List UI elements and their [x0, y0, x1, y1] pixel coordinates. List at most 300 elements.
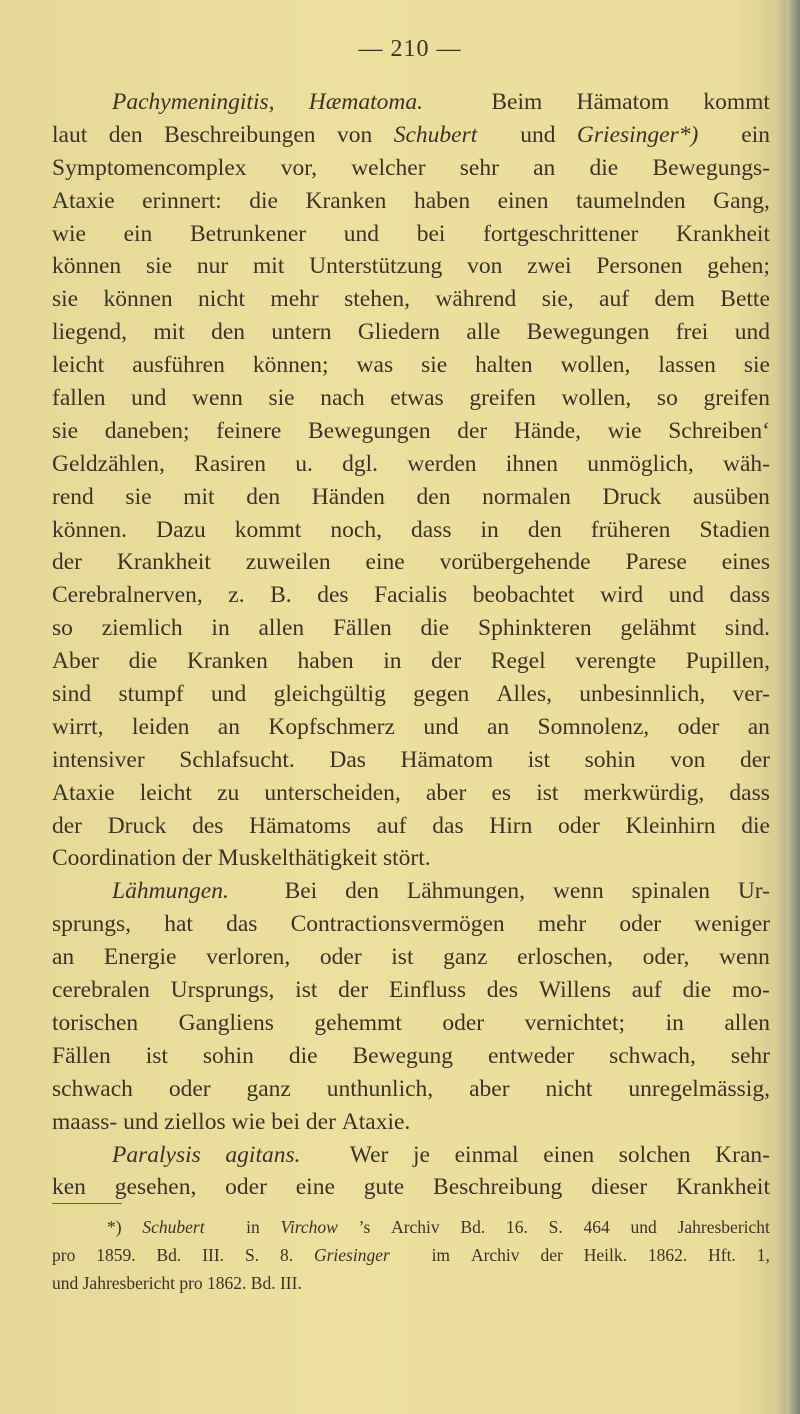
body-line — [52, 1040, 770, 1073]
word: wäh- — [722, 450, 770, 477]
body-line — [52, 645, 770, 678]
word: feinere — [216, 417, 282, 444]
word: daneben; — [104, 417, 190, 444]
word: der — [338, 977, 369, 1004]
body-line — [52, 448, 770, 481]
word: sehr — [730, 1042, 770, 1069]
word: einmal — [454, 1141, 519, 1168]
word: ist — [391, 944, 414, 971]
word: Gang, — [713, 187, 770, 214]
word: in — [665, 1009, 684, 1036]
word: halten — [475, 352, 533, 379]
word: Bette — [720, 286, 770, 313]
word: Gangliens — [178, 1009, 274, 1036]
word: einen — [497, 187, 549, 214]
body-line — [52, 1171, 770, 1204]
body-line — [52, 382, 770, 415]
word: oder — [558, 812, 600, 839]
word: und — [734, 319, 770, 346]
word: sie — [125, 483, 152, 510]
word: alle — [466, 319, 501, 346]
word: mehr — [537, 911, 587, 938]
body-line — [52, 1007, 770, 1040]
word: eines — [721, 549, 770, 576]
word: vorübergehende — [439, 549, 591, 576]
word: rend — [52, 483, 94, 510]
word: die — [682, 977, 712, 1004]
word: Energie — [103, 944, 177, 971]
italic-word: agitans. — [225, 1141, 301, 1168]
word: Wer — [349, 1141, 389, 1168]
word: Kranken — [186, 648, 268, 675]
word: bei — [271, 1108, 306, 1135]
word: 16. — [506, 1217, 528, 1237]
word: gegen — [413, 681, 470, 708]
word: wenn — [552, 878, 604, 905]
page-number: — 210 — — [358, 36, 462, 62]
body-line — [52, 218, 770, 251]
word: oder, — [642, 944, 690, 971]
word: ken — [52, 1174, 86, 1201]
word: erinnert: — [142, 187, 222, 214]
word: die — [589, 154, 619, 181]
body-line — [52, 546, 770, 579]
word: im — [431, 1245, 451, 1265]
word: leicht — [52, 352, 105, 379]
word: von — [670, 746, 706, 773]
word: kommt — [703, 89, 770, 115]
word: zuweilen — [245, 549, 331, 576]
word: und — [131, 385, 167, 412]
word: wird — [600, 582, 644, 609]
word: wie — [607, 417, 642, 444]
word: dieser — [591, 1174, 648, 1201]
word: weniger — [694, 911, 770, 938]
word: wenn — [719, 944, 770, 971]
word: Beim — [491, 89, 543, 115]
word: merkwürdig, — [583, 779, 705, 806]
word: von — [467, 253, 503, 280]
word: *) — [107, 1217, 122, 1237]
word: Ur- — [737, 878, 770, 905]
italic-word: Griesinger — [313, 1245, 390, 1265]
word: in — [480, 516, 499, 543]
word: früheren — [590, 516, 671, 543]
word: maass- — [52, 1108, 124, 1135]
word: III. — [202, 1245, 225, 1265]
word: Krankheit — [676, 220, 770, 247]
word: sind. — [724, 615, 770, 642]
word: dass — [729, 582, 770, 609]
word: dass — [411, 516, 452, 543]
word: ganz — [246, 1075, 291, 1102]
italic-word: Schubert — [142, 1217, 205, 1237]
body-line — [52, 185, 770, 218]
italic-word: Lähmungen. — [112, 878, 229, 905]
word: ein — [123, 220, 153, 247]
word: Pupillen, — [685, 648, 770, 675]
word: Hft. — [708, 1245, 736, 1265]
word: greifen — [469, 385, 536, 412]
word: Ataxie. — [341, 1108, 411, 1135]
word: ziemlich — [101, 615, 183, 642]
body-line — [52, 119, 770, 152]
word: und — [630, 1217, 657, 1237]
word: Muskelthätigkeit — [217, 845, 383, 872]
word: sie — [145, 253, 173, 280]
footnote-line — [52, 1213, 770, 1241]
word: der — [181, 845, 218, 872]
word: Beschreibungen — [164, 121, 316, 148]
word: entweder — [487, 1042, 575, 1069]
word: an — [486, 713, 510, 740]
word: Ursprungs, — [170, 977, 275, 1004]
word: Lähmungen, — [406, 878, 525, 905]
word: Facialis — [374, 582, 448, 609]
body-line — [52, 1073, 770, 1106]
word: mit — [253, 253, 285, 280]
word: oder — [168, 1075, 211, 1102]
word: B. — [270, 582, 292, 609]
word: dass — [729, 779, 770, 806]
word: Geldzählen, — [52, 450, 165, 477]
word: 464 — [583, 1217, 610, 1237]
word: stört. — [382, 845, 431, 872]
word: leiden — [131, 713, 190, 740]
word: gelähmt — [620, 615, 697, 642]
word: Hämatom — [400, 746, 494, 773]
word: wie — [231, 1108, 272, 1135]
italic-word: Hæmatoma. — [308, 89, 423, 115]
footnote-line — [52, 1269, 770, 1297]
body-line — [52, 415, 770, 448]
body-line — [52, 579, 770, 612]
word: je — [413, 1141, 430, 1168]
word: ist — [145, 1042, 168, 1069]
word: Das — [329, 746, 366, 773]
word: aber — [469, 1075, 510, 1102]
word: die — [128, 648, 158, 675]
body-line — [52, 1139, 770, 1172]
word: Bewegungs- — [652, 154, 770, 181]
word: laut — [52, 121, 88, 148]
word: Archiv — [391, 1217, 440, 1237]
word: nicht — [198, 286, 246, 313]
word: Jahresbericht — [677, 1217, 770, 1237]
body-line — [52, 1106, 770, 1139]
word: taumelnden — [576, 187, 686, 214]
word: Heilk. — [583, 1245, 627, 1265]
body-line — [52, 842, 770, 875]
word: die — [249, 187, 278, 214]
page-edge-shadow — [786, 0, 800, 1414]
word: mit — [153, 319, 185, 346]
word: leicht — [139, 779, 192, 806]
word: so — [52, 615, 73, 642]
word: Dazu — [156, 516, 206, 543]
word: unterscheiden, — [264, 779, 401, 806]
word: der — [540, 1245, 563, 1265]
word: Ataxie — [52, 779, 115, 806]
word: normalen — [482, 483, 571, 510]
word: stumpf — [118, 681, 184, 708]
word: Betrunkener — [189, 220, 307, 247]
word: kommt — [234, 516, 302, 543]
word: allen — [724, 1009, 770, 1036]
word: auf — [376, 812, 407, 839]
body-text — [52, 86, 770, 1204]
word: Gliedern — [357, 319, 441, 346]
body-line — [52, 481, 770, 514]
word: Schreiben‘ — [668, 417, 770, 444]
body-line — [52, 514, 770, 547]
footnote-divider — [52, 1203, 122, 1204]
word: beobachtet — [472, 582, 575, 609]
word: sie — [52, 417, 79, 444]
word: Händen — [311, 483, 385, 510]
word: haben — [413, 187, 471, 214]
word: welcher — [351, 154, 426, 181]
body-line — [52, 974, 770, 1007]
word: sie — [268, 385, 295, 412]
body-line — [52, 941, 770, 974]
word: 8. — [279, 1245, 294, 1265]
word: mit — [183, 483, 215, 510]
word: und — [343, 220, 380, 247]
word: ist — [527, 746, 550, 773]
word: lassen — [658, 352, 716, 379]
word: und — [211, 681, 247, 708]
body-line — [52, 349, 770, 382]
word: Bewegungen — [307, 417, 431, 444]
body-line — [52, 152, 770, 185]
body-line — [52, 250, 770, 283]
word: sohin — [202, 1042, 254, 1069]
word: und — [520, 121, 556, 148]
word: einen — [543, 1141, 595, 1168]
word: 1, — [756, 1245, 770, 1265]
word: und — [52, 1273, 83, 1293]
word: den — [527, 516, 562, 543]
word: Somnolenz, — [537, 713, 650, 740]
word: wollen, — [560, 352, 631, 379]
word: schwach, — [609, 1042, 696, 1069]
word: wie — [52, 220, 86, 247]
italic-word: Pachymeningitis, — [112, 89, 275, 115]
word: z. — [228, 582, 245, 609]
word: sehr — [459, 154, 499, 181]
word: ausüben — [692, 483, 770, 510]
word: was — [356, 352, 394, 379]
word: 1862. — [647, 1245, 688, 1265]
word: vor, — [280, 154, 317, 181]
word: ’s — [358, 1217, 371, 1237]
word: sie — [52, 286, 79, 313]
body-line — [52, 678, 770, 711]
word: können — [52, 253, 122, 280]
word: gute — [363, 1174, 405, 1201]
word: mehr — [270, 286, 319, 313]
word: verloren, — [206, 944, 291, 971]
word: Fällen — [52, 1042, 111, 1069]
word: von — [337, 121, 373, 148]
word: cerebralen — [52, 977, 150, 1004]
word: solchen — [618, 1141, 691, 1168]
word: dgl. — [342, 450, 379, 477]
word: eine — [295, 1174, 335, 1201]
word: Fällen — [332, 615, 392, 642]
word: unbesinnlich, — [579, 681, 706, 708]
word: Druck — [602, 483, 662, 510]
word: S. — [244, 1245, 260, 1265]
footnote — [52, 1213, 770, 1297]
word: den — [108, 121, 143, 148]
word: sie — [421, 352, 448, 379]
word: in — [246, 1217, 260, 1237]
word: Willens — [538, 977, 611, 1004]
body-line — [52, 875, 770, 908]
word: sohin — [584, 746, 636, 773]
word: und — [423, 713, 459, 740]
word: an — [217, 713, 240, 740]
word: können; — [252, 352, 329, 379]
word: ist — [295, 977, 318, 1004]
word: Aber — [52, 648, 99, 675]
word: noch, — [330, 516, 382, 543]
word: sprungs, — [52, 911, 131, 938]
word: sie — [743, 352, 770, 379]
word: gehen; — [707, 253, 770, 280]
word: Bd. — [250, 1273, 280, 1293]
word: die — [420, 615, 450, 642]
word: des — [192, 812, 224, 839]
word: es — [491, 779, 512, 806]
word: ist — [536, 779, 559, 806]
word: unthunlich, — [326, 1075, 434, 1102]
word: Unterstützung — [309, 253, 443, 280]
word: so — [656, 385, 678, 412]
word: in — [383, 648, 402, 675]
word: oder — [619, 911, 662, 938]
word: die — [741, 812, 770, 839]
word: ihnen — [505, 450, 559, 477]
word: Beschreibung — [433, 1174, 563, 1201]
word: nur — [196, 253, 229, 280]
word: 1862. — [207, 1273, 251, 1293]
word: an — [52, 944, 75, 971]
word: pro — [52, 1245, 76, 1265]
word: sind — [52, 681, 92, 708]
word: auf — [631, 977, 662, 1004]
word: spinalen — [631, 878, 710, 905]
word: den — [211, 319, 246, 346]
body-line — [52, 283, 770, 316]
body-line — [52, 810, 770, 843]
word: den — [416, 483, 451, 510]
word: wollen, — [561, 385, 632, 412]
word: mo- — [732, 977, 770, 1004]
word: an — [747, 713, 770, 740]
word: der — [52, 549, 83, 576]
word: haben — [297, 648, 354, 675]
word: verengte — [575, 648, 657, 675]
word: gesehen, — [114, 1174, 197, 1201]
word: Bewegung — [352, 1042, 454, 1069]
word: unmöglich, — [587, 450, 694, 477]
word: Hämatoms — [249, 812, 351, 839]
word: in — [211, 615, 230, 642]
word: oder — [225, 1174, 267, 1201]
word: oder — [677, 713, 720, 740]
word: stehen, — [344, 286, 411, 313]
word: während — [435, 286, 517, 313]
word: ausführen — [132, 352, 225, 379]
word: pro — [179, 1273, 208, 1293]
word: Parese — [625, 549, 687, 576]
word: hat — [164, 911, 193, 938]
word: können — [103, 286, 173, 313]
word: fallen — [52, 385, 106, 412]
word: schwach — [52, 1075, 133, 1102]
word: die — [288, 1042, 318, 1069]
word: und — [668, 582, 704, 609]
word: ziellos — [164, 1108, 232, 1135]
word: unregelmässig, — [628, 1075, 770, 1102]
word: liegend, — [52, 319, 128, 346]
word: der — [739, 746, 770, 773]
word: Contractionsvermögen — [290, 911, 505, 938]
word: Bewegungen — [526, 319, 650, 346]
word: der — [305, 1108, 342, 1135]
body-line — [52, 777, 770, 810]
word: untern — [271, 319, 332, 346]
word: dem — [654, 286, 695, 313]
word: ein — [741, 121, 770, 148]
word: ganz — [443, 944, 488, 971]
word: oder — [319, 944, 362, 971]
body-line — [52, 744, 770, 777]
word: etwas — [390, 385, 444, 412]
word: nach — [320, 385, 365, 412]
word: Kopfschmerz — [268, 713, 395, 740]
word: der — [431, 648, 462, 675]
word: allen — [258, 615, 305, 642]
word: intensiver — [52, 746, 145, 773]
word: oder — [442, 1009, 485, 1036]
word: S. — [548, 1217, 563, 1237]
word: des — [317, 582, 349, 609]
word: sie, — [541, 286, 574, 313]
word: der — [457, 417, 488, 444]
word: erloschen, — [517, 944, 614, 971]
word: Jahresbericht — [82, 1273, 180, 1293]
word: Alles, — [496, 681, 552, 708]
word: Schlafsucht. — [179, 746, 295, 773]
word: Bd. — [156, 1245, 182, 1265]
word: des — [486, 977, 519, 1004]
word: torischen — [52, 1009, 139, 1036]
word: Personen — [596, 253, 683, 280]
word: nicht — [545, 1075, 593, 1102]
word: an — [533, 154, 556, 181]
word: Krankheit — [676, 1174, 770, 1201]
word: fortgeschrittener — [483, 220, 639, 247]
word: Sphinkteren — [478, 615, 592, 642]
body-line — [52, 316, 770, 349]
word: Einfluss — [388, 977, 466, 1004]
word: den — [345, 878, 380, 905]
word: Cerebralnerven, — [52, 582, 203, 609]
